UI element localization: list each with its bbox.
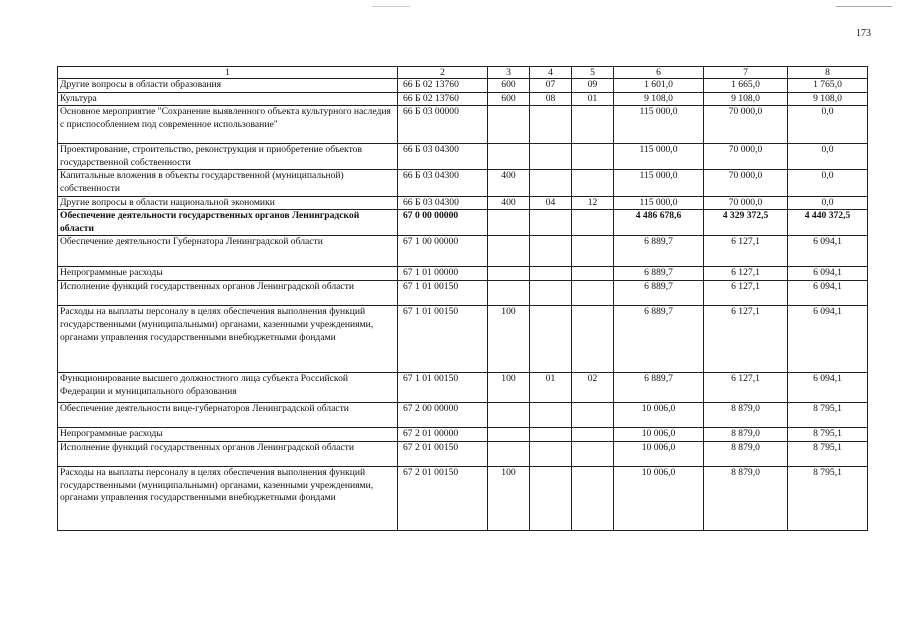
row-year1-cell: 6 889,7	[614, 373, 704, 403]
table-row	[58, 466, 868, 530]
table-row	[58, 236, 868, 267]
row-name-cell: Исполнение функций государственных органов Ленинградской области	[58, 441, 398, 466]
row-name-cell: Обеспечение деятельности Губернатора Ленинградской области	[58, 236, 398, 267]
row-year1-cell: 4 486 678,6	[614, 210, 704, 236]
row-year1-cell: 115 000,0	[614, 144, 704, 170]
row-year2-cell: 70 000,0	[704, 170, 788, 196]
row-name-cell: Непрограммные расходы	[58, 267, 398, 281]
row-code-cell: 67 0 00 00000	[398, 210, 488, 236]
row-pr-cell: 09	[572, 79, 614, 93]
row-vr-cell: 100	[488, 306, 530, 373]
row-vr-cell: 100	[488, 466, 530, 530]
row-year3-cell: 8 795,1	[788, 403, 868, 428]
row-rz-cell	[530, 428, 572, 442]
table-row	[58, 196, 868, 210]
row-code-cell: 66 Б 03 04300	[398, 170, 488, 196]
header-cell: 7	[704, 67, 788, 79]
row-pr-cell: 12	[572, 196, 614, 210]
row-rz-cell: 08	[530, 92, 572, 106]
row-pr-cell	[572, 267, 614, 281]
row-rz-cell: 07	[530, 79, 572, 93]
row-name-cell: Непрограммные расходы	[58, 428, 398, 442]
table-row	[58, 144, 868, 170]
row-vr-cell	[488, 267, 530, 281]
table-row	[58, 306, 868, 373]
row-rz-cell	[530, 106, 572, 144]
row-rz-cell	[530, 236, 572, 267]
page-number: 173	[856, 28, 871, 39]
row-year3-cell: 0,0	[788, 170, 868, 196]
row-code-cell: 67 2 01 00150	[398, 441, 488, 466]
row-code-cell: 66 Б 03 04300	[398, 144, 488, 170]
row-code-cell: 66 Б 03 04300	[398, 196, 488, 210]
row-year2-cell: 70 000,0	[704, 144, 788, 170]
scan-edge-top-right	[836, 6, 892, 7]
table-row	[58, 79, 868, 93]
table-row	[58, 281, 868, 306]
header-cell: 4	[530, 67, 572, 79]
table-row	[58, 106, 868, 144]
row-code-cell: 66 Б 02 13760	[398, 92, 488, 106]
row-year3-cell: 0,0	[788, 106, 868, 144]
budget-table	[57, 66, 868, 531]
table-row	[58, 267, 868, 281]
table-row	[58, 170, 868, 196]
row-pr-cell	[572, 441, 614, 466]
row-rz-cell	[530, 281, 572, 306]
row-year2-cell: 6 127,1	[704, 281, 788, 306]
row-code-cell: 66 Б 02 13760	[398, 79, 488, 93]
row-name-cell: Обеспечение деятельности государственных органов Ленинградской области	[58, 210, 398, 236]
row-rz-cell	[530, 441, 572, 466]
row-name-cell: Расходы на выплаты персоналу в целях обеспечения выполнения функций государственными (муниципальными) органами, казенными учреждениями, органами управления государственными внебюджетными фондами	[58, 306, 398, 373]
row-name-cell: Другие вопросы в области образования	[58, 79, 398, 93]
row-year1-cell: 6 889,7	[614, 306, 704, 373]
row-name-cell: Культура	[58, 92, 398, 106]
scan-edge-top-left	[372, 6, 410, 7]
row-name-cell: Обеспечение деятельности вице-губернаторов Ленинградской области	[58, 403, 398, 428]
row-year3-cell: 1 765,0	[788, 79, 868, 93]
row-year3-cell: 6 094,1	[788, 281, 868, 306]
row-year2-cell: 1 665,0	[704, 79, 788, 93]
row-pr-cell	[572, 403, 614, 428]
header-cell: 5	[572, 67, 614, 79]
row-year3-cell: 6 094,1	[788, 306, 868, 373]
row-year2-cell: 70 000,0	[704, 196, 788, 210]
row-year2-cell: 8 879,0	[704, 403, 788, 428]
row-pr-cell	[572, 144, 614, 170]
row-vr-cell: 400	[488, 196, 530, 210]
row-code-cell: 67 2 00 00000	[398, 403, 488, 428]
row-vr-cell	[488, 403, 530, 428]
row-pr-cell	[572, 210, 614, 236]
row-year3-cell: 0,0	[788, 144, 868, 170]
row-year3-cell: 4 440 372,5	[788, 210, 868, 236]
table-row	[58, 428, 868, 442]
row-name-cell: Капитальные вложения в объекты государственной (муниципальной) собственности	[58, 170, 398, 196]
header-cell: 3	[488, 67, 530, 79]
table-row	[58, 210, 868, 236]
row-pr-cell	[572, 306, 614, 373]
row-year3-cell: 8 795,1	[788, 466, 868, 530]
row-rz-cell	[530, 267, 572, 281]
row-year2-cell: 6 127,1	[704, 267, 788, 281]
row-year3-cell: 6 094,1	[788, 267, 868, 281]
row-year2-cell: 6 127,1	[704, 306, 788, 373]
row-code-cell: 67 2 01 00000	[398, 428, 488, 442]
row-name-cell: Проектирование, строительство, реконструкция и приобретение объектов государственной собственности	[58, 144, 398, 170]
row-vr-cell: 100	[488, 373, 530, 403]
row-rz-cell: 01	[530, 373, 572, 403]
row-vr-cell	[488, 281, 530, 306]
table-body	[58, 67, 868, 531]
row-vr-cell	[488, 106, 530, 144]
row-year1-cell: 6 889,7	[614, 236, 704, 267]
row-year1-cell: 115 000,0	[614, 170, 704, 196]
row-pr-cell: 01	[572, 92, 614, 106]
header-cell: 1	[58, 67, 398, 79]
table-row	[58, 373, 868, 403]
row-pr-cell	[572, 106, 614, 144]
row-rz-cell	[530, 403, 572, 428]
row-vr-cell: 600	[488, 79, 530, 93]
row-year2-cell: 6 127,1	[704, 236, 788, 267]
header-row	[58, 67, 868, 79]
row-year3-cell: 9 108,0	[788, 92, 868, 106]
row-year1-cell: 10 006,0	[614, 428, 704, 442]
row-code-cell: 67 1 01 00150	[398, 281, 488, 306]
row-code-cell: 67 1 01 00150	[398, 373, 488, 403]
row-rz-cell	[530, 170, 572, 196]
row-year1-cell: 1 601,0	[614, 79, 704, 93]
row-year3-cell: 8 795,1	[788, 441, 868, 466]
row-pr-cell	[572, 428, 614, 442]
row-pr-cell	[572, 170, 614, 196]
row-year1-cell: 6 889,7	[614, 267, 704, 281]
row-year1-cell: 9 108,0	[614, 92, 704, 106]
row-vr-cell: 400	[488, 170, 530, 196]
row-name-cell: Другие вопросы в области национальной экономики	[58, 196, 398, 210]
row-rz-cell	[530, 210, 572, 236]
row-code-cell: 67 1 01 00000	[398, 267, 488, 281]
row-year2-cell: 8 879,0	[704, 466, 788, 530]
row-code-cell: 66 Б 03 00000	[398, 106, 488, 144]
row-vr-cell: 600	[488, 92, 530, 106]
row-year1-cell: 10 006,0	[614, 441, 704, 466]
row-vr-cell	[488, 441, 530, 466]
row-year3-cell: 8 795,1	[788, 428, 868, 442]
row-year1-cell: 10 006,0	[614, 403, 704, 428]
row-pr-cell	[572, 466, 614, 530]
row-year1-cell: 6 889,7	[614, 281, 704, 306]
row-year2-cell: 6 127,1	[704, 373, 788, 403]
row-vr-cell	[488, 236, 530, 267]
row-year1-cell: 115 000,0	[614, 106, 704, 144]
row-year2-cell: 8 879,0	[704, 441, 788, 466]
row-vr-cell	[488, 144, 530, 170]
row-rz-cell	[530, 306, 572, 373]
row-year2-cell: 8 879,0	[704, 428, 788, 442]
row-year1-cell: 115 000,0	[614, 196, 704, 210]
row-year2-cell: 4 329 372,5	[704, 210, 788, 236]
row-year3-cell: 6 094,1	[788, 236, 868, 267]
table-row	[58, 403, 868, 428]
row-year2-cell: 9 108,0	[704, 92, 788, 106]
row-name-cell: Исполнение функций государственных органов Ленинградской области	[58, 281, 398, 306]
row-code-cell: 67 1 01 00150	[398, 306, 488, 373]
row-pr-cell	[572, 236, 614, 267]
row-name-cell: Основное мероприятие "Сохранение выявленного объекта культурного наследия с приспособлением под современное использование"	[58, 106, 398, 144]
row-year1-cell: 10 006,0	[614, 466, 704, 530]
row-year2-cell: 70 000,0	[704, 106, 788, 144]
row-code-cell: 67 2 01 00150	[398, 466, 488, 530]
row-name-cell: Расходы на выплаты персоналу в целях обеспечения выполнения функций государственными (муниципальными) органами, казенными учреждениями, органами управления государственными внебюджетными фондами	[58, 466, 398, 530]
header-cell: 6	[614, 67, 704, 79]
row-rz-cell	[530, 144, 572, 170]
row-name-cell: Функционирование высшего должностного лица субъекта Российской Федерации и муниципального образования	[58, 373, 398, 403]
row-year3-cell: 0,0	[788, 196, 868, 210]
row-vr-cell	[488, 428, 530, 442]
table-row	[58, 441, 868, 466]
row-pr-cell: 02	[572, 373, 614, 403]
row-year3-cell: 6 094,1	[788, 373, 868, 403]
header-cell: 2	[398, 67, 488, 79]
row-vr-cell	[488, 210, 530, 236]
row-code-cell: 67 1 00 00000	[398, 236, 488, 267]
row-rz-cell: 04	[530, 196, 572, 210]
row-rz-cell	[530, 466, 572, 530]
header-cell: 8	[788, 67, 868, 79]
row-pr-cell	[572, 281, 614, 306]
table-row	[58, 92, 868, 106]
